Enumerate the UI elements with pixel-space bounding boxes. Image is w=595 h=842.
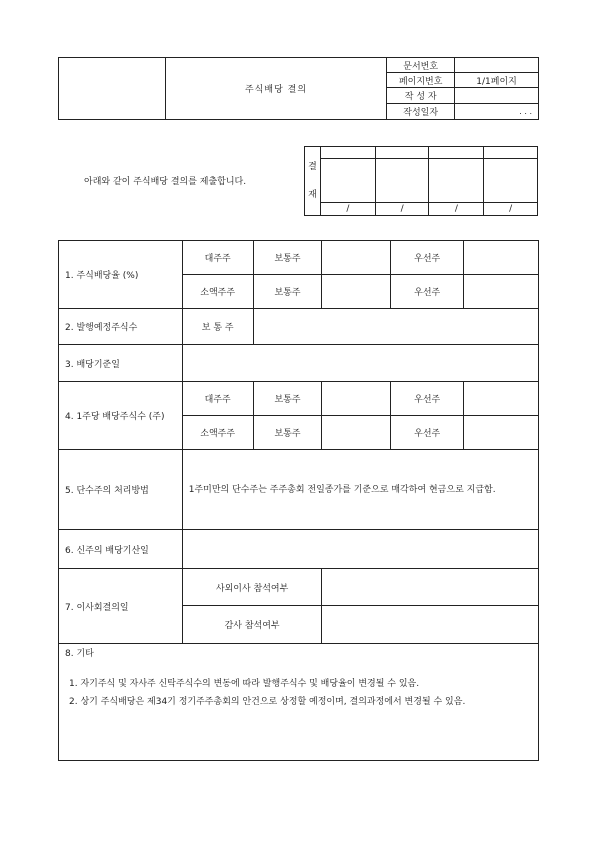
row3-value[interactable] bbox=[182, 345, 538, 382]
page-number-value: 1/1페이지 bbox=[455, 73, 539, 88]
document-header bbox=[58, 57, 539, 120]
approval-label-top: 결 bbox=[308, 162, 317, 172]
row7-outside-director-label: 사외이사 참석여부 bbox=[182, 569, 322, 606]
approval-date-1[interactable]: / bbox=[320, 203, 375, 216]
approval-label bbox=[305, 147, 321, 216]
row8-other bbox=[59, 644, 539, 761]
row8-note-2: 2. 상기 주식배당은 제34기 정기주주총회의 안건으로 상정할 예정이며, 결의과정에서 변경될 수 있음. bbox=[69, 697, 466, 707]
row1-minor-preferred-value[interactable] bbox=[464, 275, 539, 309]
approval-sign-4[interactable] bbox=[484, 159, 538, 203]
date-label: 작성일자 bbox=[387, 103, 455, 119]
author-label: 작 성 자 bbox=[387, 88, 455, 103]
row2-common-label: 보 통 주 bbox=[182, 309, 253, 345]
row1-major-shareholder: 대주주 bbox=[182, 241, 253, 275]
approval-title-3 bbox=[429, 147, 484, 159]
approval-sign-3[interactable] bbox=[429, 159, 484, 203]
row4-major-shareholder: 대주주 bbox=[182, 382, 253, 416]
row1-label: 1. 주식배당율 (%) bbox=[59, 241, 183, 309]
approval-date-3[interactable]: / bbox=[429, 203, 484, 216]
date-value[interactable]: . . . bbox=[455, 103, 539, 119]
document-title: 주식배당 결의 bbox=[165, 58, 387, 120]
row1-minor-preferred-label: 우선주 bbox=[391, 275, 464, 309]
row1-major-preferred-value[interactable] bbox=[464, 241, 539, 275]
row3-label: 3. 배당기준일 bbox=[59, 345, 183, 382]
row7-label: 7. 이사회결의일 bbox=[59, 569, 183, 644]
row4-label: 4. 1주당 배당주식수 (주) bbox=[59, 382, 183, 450]
row5-value[interactable]: 1주미만의 단수주는 주주총회 전일종가를 기준으로 매각하여 현금으로 지급함. bbox=[182, 450, 538, 530]
row1-major-common-label: 보통주 bbox=[253, 241, 322, 275]
row1-minor-shareholder: 소액주주 bbox=[182, 275, 253, 309]
row7-auditor-value[interactable] bbox=[322, 606, 539, 644]
row1-major-common-value[interactable] bbox=[322, 241, 391, 275]
row4-minor-preferred-value[interactable] bbox=[464, 416, 539, 450]
row1-minor-common-value[interactable] bbox=[322, 275, 391, 309]
doc-number-value[interactable] bbox=[455, 58, 539, 73]
row7-outside-director-value[interactable] bbox=[322, 569, 539, 606]
row2-label: 2. 발행예정주식수 bbox=[59, 309, 183, 345]
row5-label: 5. 단수주의 처리방법 bbox=[59, 450, 183, 530]
row7-auditor-label: 감사 참석여부 bbox=[182, 606, 322, 644]
approval-title-2 bbox=[375, 147, 429, 159]
doc-number-label: 문서번호 bbox=[387, 58, 455, 73]
row8-note-1: 1. 자기주식 및 자사주 신탁주식수의 변동에 따라 발행주식수 및 배당율이 변경될 수 있음. bbox=[69, 679, 420, 689]
author-value[interactable] bbox=[455, 88, 539, 103]
approval-sign-2[interactable] bbox=[375, 159, 429, 203]
page-number-label: 페이지번호 bbox=[387, 73, 455, 88]
row4-major-common-label: 보통주 bbox=[253, 382, 322, 416]
row1-major-preferred-label: 우선주 bbox=[391, 241, 464, 275]
row1-minor-common-label: 보통주 bbox=[253, 275, 322, 309]
row4-minor-preferred-label: 우선주 bbox=[391, 416, 464, 450]
dividend-form-table bbox=[58, 240, 539, 761]
row4-minor-shareholder: 소액주주 bbox=[182, 416, 253, 450]
row4-minor-common-label: 보통주 bbox=[253, 416, 322, 450]
row2-value[interactable] bbox=[253, 309, 538, 345]
header-blank-cell bbox=[59, 58, 166, 120]
approval-label-bottom: 재 bbox=[308, 190, 317, 200]
row6-value[interactable] bbox=[182, 530, 538, 569]
row4-minor-common-value[interactable] bbox=[322, 416, 391, 450]
row6-label: 6. 신주의 배당기산일 bbox=[59, 530, 183, 569]
approval-box bbox=[304, 146, 538, 216]
approval-title-4 bbox=[484, 147, 538, 159]
row4-major-preferred-label: 우선주 bbox=[391, 382, 464, 416]
approval-date-4[interactable]: / bbox=[484, 203, 538, 216]
approval-sign-1[interactable] bbox=[320, 159, 375, 203]
intro-text: 아래와 같이 주식배당 결의를 제출합니다. bbox=[84, 177, 247, 187]
row4-major-common-value[interactable] bbox=[322, 382, 391, 416]
row8-label: 8. 기타 bbox=[65, 649, 94, 659]
approval-date-2[interactable]: / bbox=[375, 203, 429, 216]
row4-major-preferred-value[interactable] bbox=[464, 382, 539, 416]
approval-title-1 bbox=[320, 147, 375, 159]
